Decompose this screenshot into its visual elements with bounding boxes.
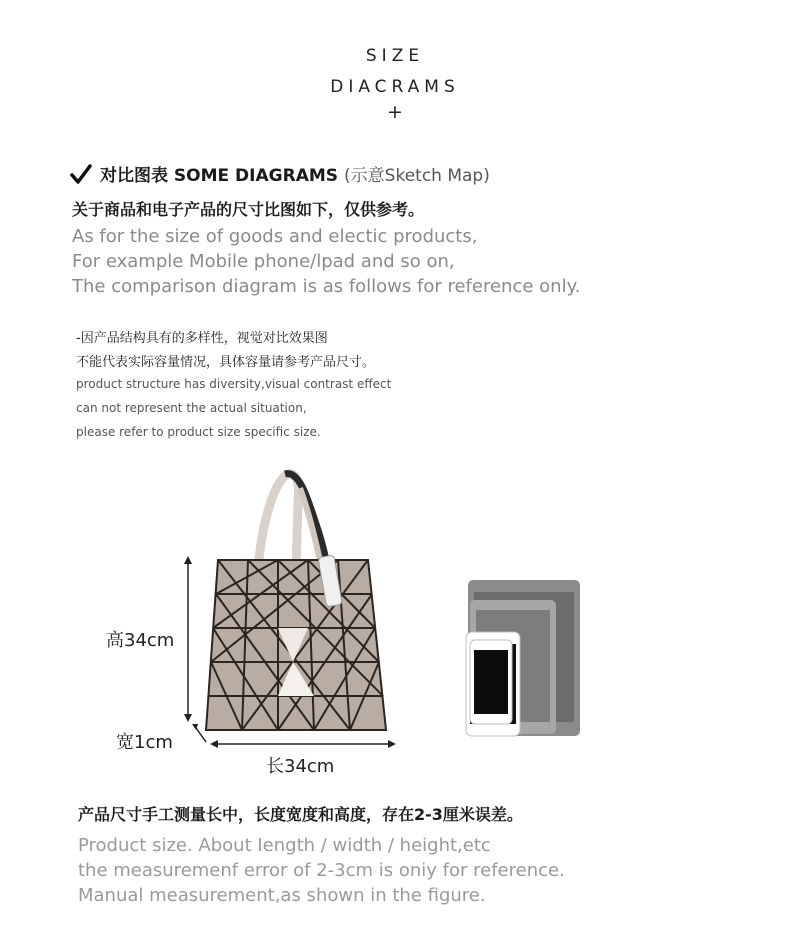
length-arrow (210, 740, 396, 748)
footer-en-line-2: the measuremenf error of 2-3cm is oniy for reference. (78, 860, 565, 881)
desc-en-line-1: As for the size of goods and electic products, (72, 226, 478, 247)
section-title-sub: (示意Sketch Map) (344, 166, 490, 186)
section-title (70, 161, 490, 186)
header-plus: + (387, 101, 403, 123)
section-desc-cn: 关于商品和电子产品的尺寸比图如下，仅供参考。 (72, 200, 425, 219)
length-label: 长34cm (266, 756, 335, 777)
phone-small (470, 640, 512, 724)
header-size: SIZE (365, 46, 425, 66)
note-en-line-3: please refer to product size specific size. (76, 425, 321, 439)
width-label: 宽1cm (116, 732, 173, 753)
height-label: 高34cm (106, 630, 175, 651)
height-arrow (184, 556, 192, 722)
footer-cn: 产品尺寸手工测量长中，长度宽度和高度，存在2-3厘米误差。 (78, 805, 523, 824)
footer-en-line-3: Manual measurement,as shown in the figure. (78, 885, 486, 906)
note-en-line-1: product structure has diversity,visual contrast effect (76, 377, 392, 391)
section-title-text: 对比图表 SOME DIAGRAMS (100, 166, 339, 186)
width-arrow (192, 724, 206, 742)
desc-en-line-2: For example Mobile phone/lpad and so on, (72, 251, 455, 272)
header-diagrams: DIACRAMS (330, 77, 460, 97)
check-icon (70, 163, 92, 185)
note-cn-line-1: -因产品结构具有的多样性，视觉对比效果图 (76, 331, 328, 346)
bag-body (206, 555, 386, 730)
footer-en-line-1: Product size. About Iength / width / height,etc (78, 835, 491, 856)
note-cn-line-2: 不能代表实际容量情况，具体容量请参考产品尺寸。 (76, 355, 376, 370)
desc-en-line-3: The comparison diagram is as follows for reference only. (72, 276, 581, 297)
note-en-line-2: can not represent the actual situation, (76, 401, 307, 415)
